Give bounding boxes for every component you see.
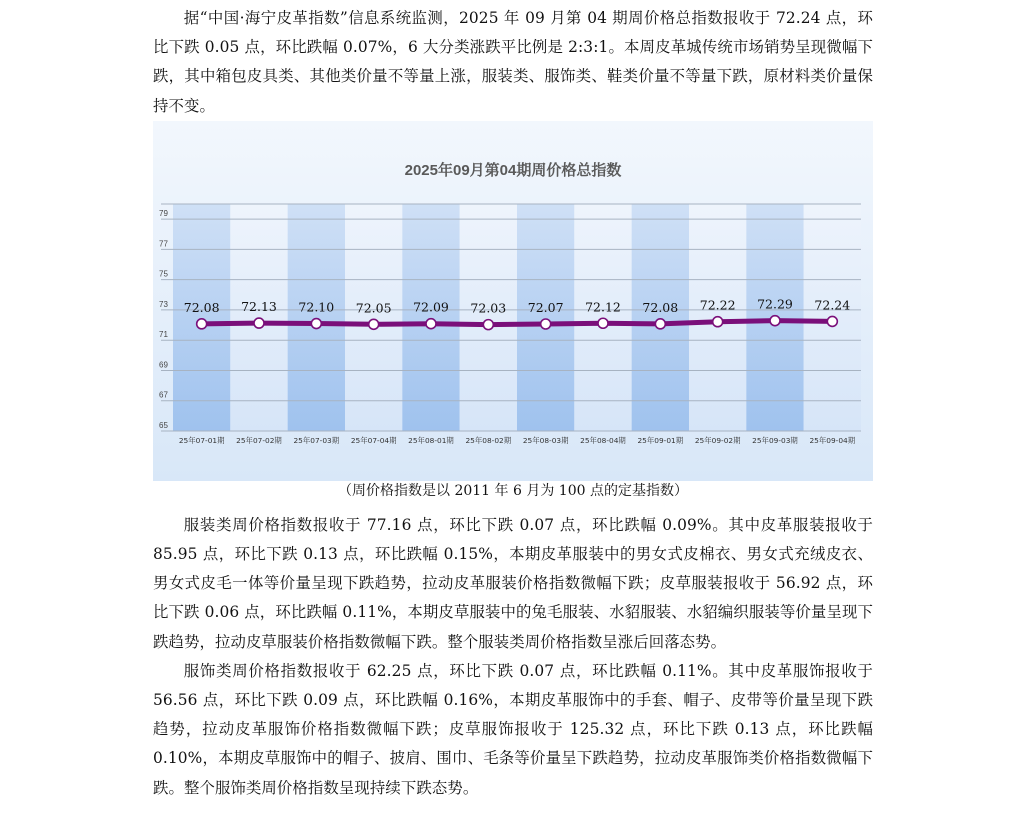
accessories-paragraph: 服饰类周价格指数报收于 62.25 点，环比下跌 0.07 点，环比跌幅 0.11%。其中皮革服饰报收于 56.56 点，环比下跌 0.09 点，环比跌幅 0.16%，本期皮革服饰中的手套、帽子、皮带等价量呈现下跌趋势，拉动皮革服饰价格指数微幅下跌；皮草服饰报收于 125.32 点，环比下跌 0.13 点，环比跌幅 0.10%，本期皮草服饰中的帽子、披肩、围巾、毛条等价量呈下跌趋势，拉动皮革服饰类价格指数微幅下跌。整个服饰类周价格指数呈现持续下跌态势。 [153, 661, 873, 797]
data-point [311, 318, 321, 328]
y-tick-label: 75 [159, 269, 168, 279]
x-tick-label: 25年08-03期 [522, 435, 569, 445]
chart-caption: （周价格指数是以 2011 年 6 月为 100 点的定基指数） [338, 482, 688, 499]
x-tick-label: 25年09-01期 [637, 435, 684, 445]
column-band [173, 204, 230, 431]
column-band [345, 204, 402, 431]
data-label: 72.10 [298, 299, 335, 315]
column-band [402, 204, 459, 431]
column-band [517, 204, 574, 431]
data-label: 72.13 [241, 298, 277, 314]
x-tick-label: 25年09-03期 [752, 435, 798, 445]
x-tick-label: 25年09-02期 [694, 435, 741, 445]
data-label: 72.12 [585, 299, 621, 315]
column-band [288, 204, 345, 431]
y-tick-label: 67 [159, 390, 168, 400]
data-label: 72.09 [413, 299, 449, 315]
data-label: 72.05 [355, 300, 392, 316]
y-tick-label: 79 [159, 208, 168, 218]
article [153, 4, 873, 803]
data-label: 72.07 [527, 299, 564, 315]
y-tick-label: 69 [159, 360, 168, 370]
x-tick-label: 25年08-01期 [408, 435, 454, 445]
chart-svg [153, 121, 873, 481]
data-label: 72.03 [470, 300, 507, 316]
data-label: 72.08 [183, 299, 220, 315]
x-tick-label: 25年08-04期 [580, 435, 626, 445]
price-index-chart [153, 121, 873, 481]
data-label: 72.08 [642, 299, 679, 315]
data-label: 72.29 [757, 296, 793, 312]
data-point [770, 315, 780, 325]
x-tick-label: 25年07-03期 [293, 435, 340, 445]
data-point [598, 318, 608, 328]
x-tick-label: 25年08-02期 [465, 435, 512, 445]
column-band [460, 204, 517, 431]
intro-paragraph: 据“中国·海宁皮革指数”信息系统监测，2025 年 09 月第 04 期周价格总指数报收于 72.24 点，环比下跌 0.05 点，环比跌幅 0.07%，6 大分类涨跌平比例是 2:3:1。本周皮革城传统市场销势呈现微幅下跌，其中箱包皮具类、其他类价量不等量上涨，服装类、服饰类、鞋类价量不等量下跌，原材料类价量保持不变。 [153, 9, 873, 115]
data-label: 72.24 [814, 297, 851, 313]
data-point [541, 319, 551, 329]
data-point [655, 319, 665, 329]
column-band [632, 204, 689, 431]
y-tick-label: 77 [159, 239, 168, 249]
data-point [369, 319, 379, 329]
y-tick-label: 71 [159, 330, 168, 340]
x-tick-label: 25年09-04期 [809, 435, 856, 445]
data-label: 72.22 [699, 297, 736, 313]
data-point [197, 319, 207, 329]
x-tick-label: 25年07-02期 [236, 435, 282, 445]
data-point [426, 319, 436, 329]
y-tick-label: 65 [159, 420, 168, 430]
clothing-paragraph: 服装类周价格指数报收于 77.16 点，环比下跌 0.07 点，环比跌幅 0.09%。其中皮革服装报收于 85.95 点，环比下跌 0.13 点，环比跌幅 0.15%，本期皮革服装中的男女式皮棉衣、男女式充绒皮衣、男女式皮毛一体等价量呈现下跌趋势，拉动皮革服装价格指数微幅下跌；皮草服装报收于 56.92 点，环比下跌 0.06 点，环比跌幅 0.11%，本期皮草服装中的兔毛服装、水貂服装、水貂编织服装等价量呈现下跌趋势，拉动皮草服装价格指数微幅下跌。整个服装类周价格指数呈涨后回落态势。 [153, 515, 873, 651]
chart-title: 2025年09月第04期周价格总指数 [404, 161, 622, 179]
x-tick-label: 25年07-04期 [350, 435, 397, 445]
data-point [483, 319, 493, 329]
y-tick-label: 73 [159, 299, 168, 309]
data-point [713, 317, 723, 327]
data-point [827, 316, 837, 326]
x-tick-label: 25年07-01期 [178, 435, 225, 445]
data-point [254, 318, 264, 328]
